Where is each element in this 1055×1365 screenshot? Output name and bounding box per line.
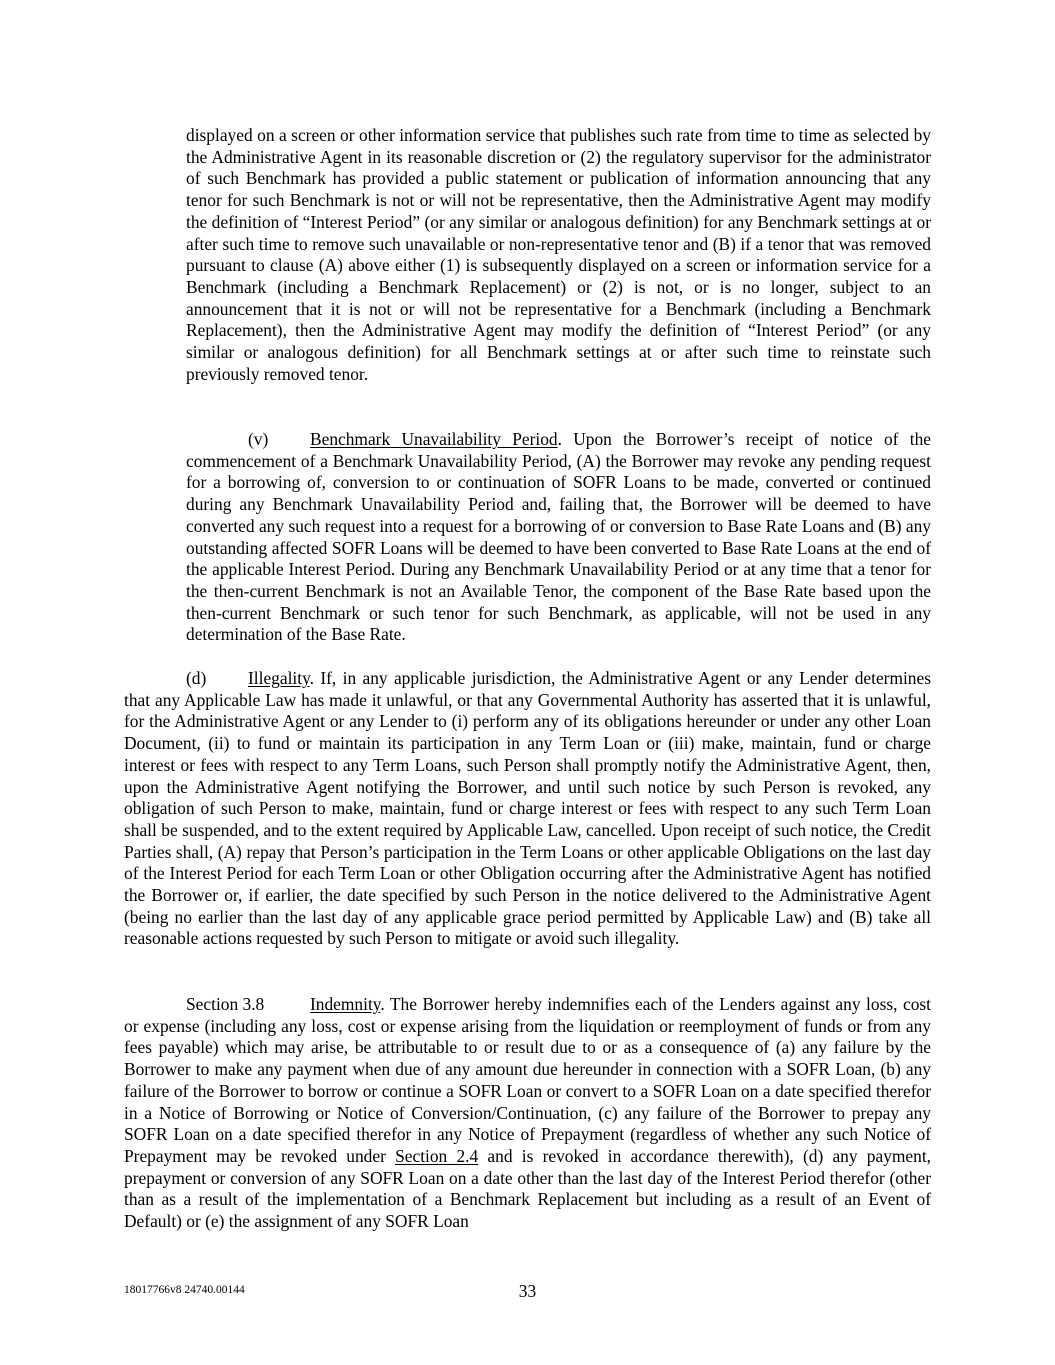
clause-d-illegality-paragraph [124, 668, 931, 950]
section-2-4-reference: Section 2.4 [395, 1145, 479, 1166]
section-3-8-heading: Indemnity [310, 994, 381, 1014]
clause-d-heading: Illegality [248, 668, 310, 688]
benchmark-tenor-continuation-paragraph: displayed on a screen or other information service that publishes such rate from time to time as selected by the Administrative Agent in its reasonable discretion or (2) the regulatory supervisor for the administrator of such Benchmark has provided a public statement or publication of information announcing that any tenor for such Benchmark is not or will not be representative, then the Administrative Agent may modify the definition of “Interest Period” (or any similar or analogous definition) for any Benchmark settings at or after such time to remove such unavailable or non-representative tenor and (B) if a tenor that was removed pursuant to clause (A) above either (1) is subsequently displayed on a screen or information service for a Benchmark (including a Benchmark Replacement) or (2) is not, or is no longer, subject to an announcement that it is not or will not be representative for a Benchmark (including a Benchmark Replacement), then the Administrative Agent may modify the definition of “Interest Period” (or any similar or analogous definition) for all Benchmark settings at or after such time to reinstate such previously removed tenor. [186, 125, 931, 384]
section-3-8-label: Section 3.8 [186, 994, 265, 1014]
section-3-8-body-part1: . The Borrower hereby indemnifies each of the Lenders against any loss, cost or expense (including any loss, cost or expense arising from the liquidation or reemployment of funds or from any fees payable) which may arise, be attributable to or result due to or as a consequence of (a) any failure by the Borrower to make any payment when due of any amount due hereunder in connection with a SOFR Loan, (b) any failure of the Borrower to borrow or continue a SOFR Loan or convert to a SOFR Loan on a date specified therefor in a Notice of Borrowing or Notice of Conversion/Continuation, (c) any failure of the Borrower to prepay any SOFR Loan on a date specified therefor in any Notice of Prepayment (regardless of whether any such Notice of Prepayment may be revoked under [124, 994, 931, 1166]
clause-v-body: . Upon the Borrower’s receipt of notice of the commencement of a Benchmark Unavailability Period, (A) the Borrower may revoke any pending request for a borrowing of, conversion to or continuation of SOFR Loans to be made, converted or continued during any Benchmark Unavailability Period and, failing that, the Borrower will be deemed to have converted any such request into a request for a borrowing of or conversion to Base Rate Loans and (B) any outstanding affected SOFR Loans will be deemed to have been converted to Base Rate Loans at the end of the applicable Interest Period. During any Benchmark Unavailability Period or at any time that a tenor for the then-current Benchmark is not an Available Tenor, the component of the Base Rate based upon the then-current Benchmark or such tenor for such Benchmark, as applicable, will not be used in any determination of the Base Rate. [186, 429, 931, 645]
section-3-8-indemnity-paragraph [124, 994, 931, 1233]
clause-v-benchmark-unavailability-paragraph [186, 429, 931, 646]
clause-d-label: (d) [186, 668, 207, 688]
clause-v-heading: Benchmark Unavailability Period [310, 429, 558, 449]
clause-d-body: . If, in any applicable jurisdiction, the Administrative Agent or any Lender determines that any Applicable Law has made it unlawful, or that any Governmental Authority has asserted that it is unlawful, for the Administrative Agent or any Lender to (i) perform any of its obligations hereunder or under any other Loan Document, (ii) to fund or maintain its participation in any Term Loan or (iii) make, maintain, fund or charge interest or fees with respect to any Term Loans, such Person shall promptly notify the Administrative Agent, then, upon the Administrative Agent notifying the Borrower, and until such notice by such Person is revoked, any obligation of such Person to make, maintain, fund or charge interest or fees with respect to any such Term Loan shall be suspended, and to the extent required by Applicable Law, cancelled. Upon receipt of such notice, the Credit Parties shall, (A) repay that Person’s participation in the Term Loans or other applicable Obligations on the last day of the Interest Period for each Term Loan or other Obligation occurring after the Administrative Agent has notified the Borrower or, if earlier, the date specified by such Person in the notice delivered to the Administrative Agent (being no earlier than the last day of any applicable grace period permitted by Applicable Law) and (B) take all reasonable actions requested by such Person to mitigate or avoid such illegality. [124, 668, 931, 949]
page-number: 33 [518, 1281, 537, 1301]
footer-document-id: 18017766v8 24740.00144 [124, 1284, 245, 1296]
section-3-8-body-part2: and is revoked in accordance therewith), (d) any payment, prepayment or conversion of any SOFR Loan on a date other than the last day of the Interest Period therefor (other than as a result of the implementation of a Benchmark Replacement but including as a result of an Event of Default) or (e) the assignment of any SOFR Loan [124, 1145, 932, 1232]
clause-v-label: (v) [248, 429, 269, 449]
